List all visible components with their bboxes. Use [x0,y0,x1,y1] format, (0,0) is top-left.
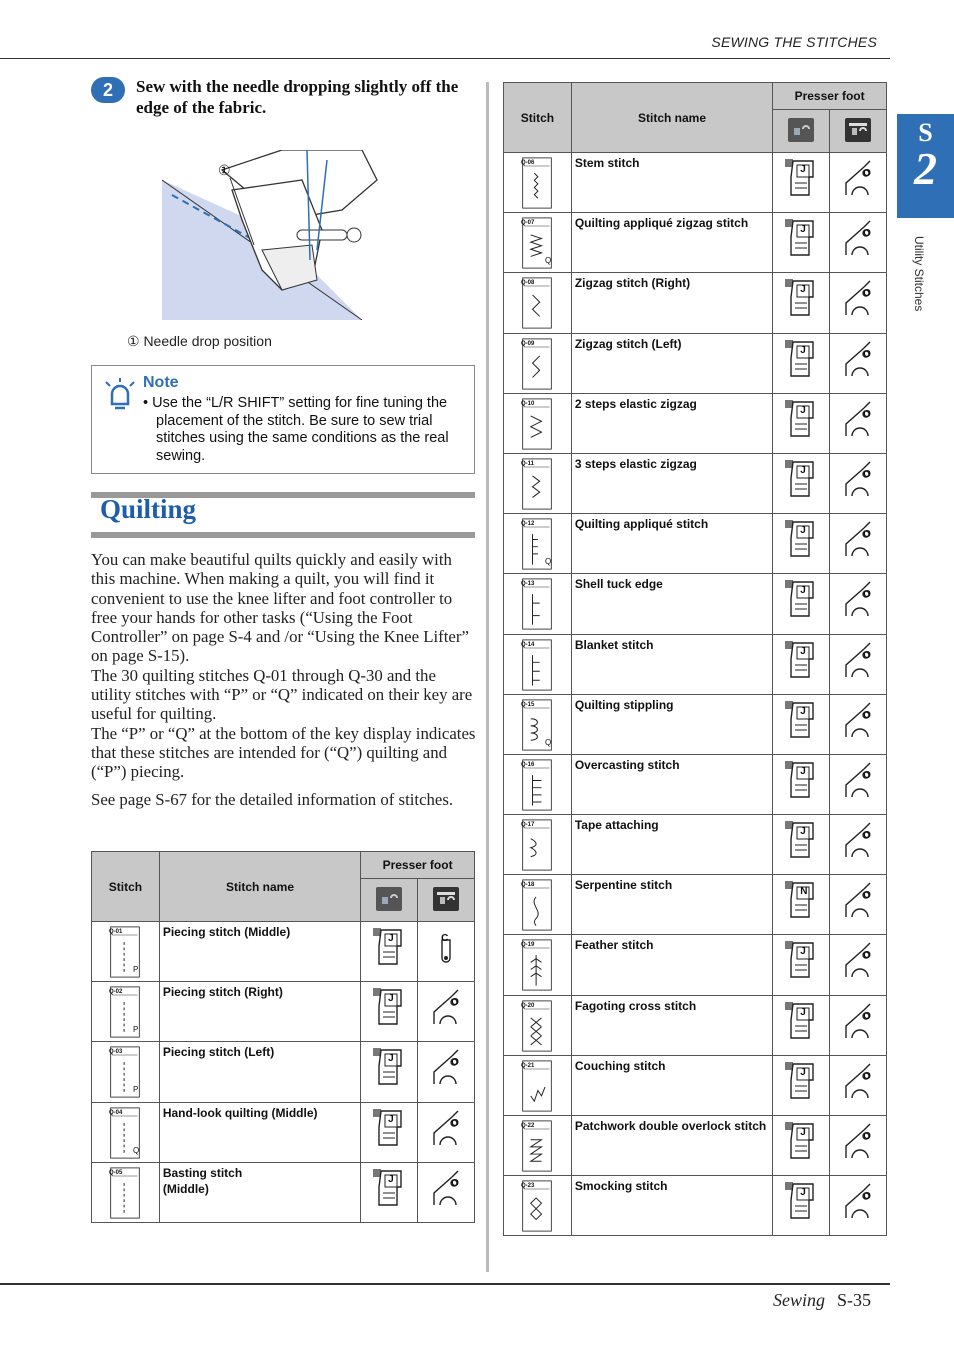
footer-rule [0,1283,890,1285]
col-presser-foot: Presser foot [361,852,475,879]
stitch-suffix: Q [545,256,552,266]
stitch-code: Q-20 [521,1002,535,1009]
stitch-key-cell [504,514,572,574]
presser-foot-1 [773,273,830,333]
foot-1-letter: J [800,1127,806,1138]
section-title: Quilting [100,494,197,524]
presser-foot-1 [773,1176,830,1236]
foot-1-letter: J [800,1187,806,1199]
presser-foot-1 [361,922,418,982]
stitch-name: Zigzag stitch (Right) [571,273,772,333]
presser-foot-1 [773,393,830,453]
foot-1-letter: J [388,933,394,944]
presser-foot-1 [773,574,830,634]
stitch-name: Overcasting stitch [571,754,772,814]
stitch-name: Zigzag stitch (Left) [571,333,772,393]
stitch-key-cell [504,1176,572,1236]
stitch-key-cell [504,634,572,694]
foot-2-letter: O [863,709,871,721]
table-row [92,1042,475,1102]
body-paragraph: See page S-67 for the detailed information of stitches. [91,789,454,809]
stitch-key-cell [92,1102,160,1162]
foot-2-letter: O [863,288,871,300]
chapter-letter: S [918,118,933,147]
presser-foot-2 [418,922,475,982]
foot-2-letter: O [863,348,871,360]
stitch-key-cell [92,922,160,982]
stitch-key-cell [504,1055,572,1115]
figure-marker: ① [218,162,231,178]
stitch-key-cell [504,935,572,995]
presser-foot-2 [418,982,475,1042]
foot-type-icon-1 [773,110,830,153]
body-text [91,550,476,817]
stitch-table-right [503,82,887,1236]
foot-1-letter: J [800,765,806,777]
stitch-code: Q-23 [521,1183,535,1190]
step-text: Sew with the needle dropping slightly off the edge of the fabric. [136,77,459,117]
stitch-key-cell [504,453,572,513]
presser-foot-2 [830,514,887,574]
table-row [504,574,887,634]
foot-2-letter: O [863,1131,871,1142]
stitch-name: Fagoting cross stitch [571,995,772,1055]
stitch-suffix: Q [545,557,552,567]
foot-2-letter: O [863,1070,871,1082]
foot-2-letter: O [863,529,871,541]
foot-1-letter: N [800,886,808,898]
stitch-code: Q-02 [109,989,123,996]
foot-1-letter: J [800,224,806,236]
stitch-code: Q-04 [109,1109,123,1116]
note-item: • Use the “L/R SHIFT” setting for fine tuning the placement of the stitch. Be sure to sew trial stitches using the same conditions as the real sewing. [143,395,468,465]
stitch-suffix: Q [545,737,552,747]
presser-foot-1 [361,1102,418,1162]
col-stitch: Stitch [504,83,572,153]
running-header: SEWING THE STITCHES [711,34,877,50]
foot-2-letter: O [863,408,871,420]
stitch-key-cell [504,273,572,333]
stitch-key-cell [504,875,572,935]
foot-2-letter: O [863,769,871,781]
stitch-key-cell [504,213,572,273]
note-box [91,365,475,474]
page-number: S-35 [837,1290,872,1310]
foot-1-letter: J [800,705,806,717]
stitch-key-cell [504,694,572,754]
table-row [504,514,887,574]
foot-type-icon-1 [361,879,418,922]
col-stitch-name: Stitch name [571,83,772,153]
foot-1-letter: J [800,284,806,296]
presser-foot-1 [773,1055,830,1115]
table-row [504,393,887,453]
stitch-code: Q-10 [521,400,535,407]
stitch-name: Blanket stitch [571,634,772,694]
presser-foot-2 [830,1055,887,1115]
stitch-key-cell [504,393,572,453]
stitch-suffix: Q [133,1145,140,1155]
presser-foot-2 [830,574,887,634]
stitch-code: Q-11 [521,460,535,467]
stitch-key-cell [504,574,572,634]
foot-1-letter: J [800,585,806,597]
foot-1-letter: J [388,993,394,1005]
stitch-name: Feather stitch [571,935,772,995]
stitch-code: Q-06 [521,160,535,166]
stitch-name: Quilting appliqué zigzag stitch [571,213,772,273]
stitch-suffix: P [133,965,139,974]
table-row [504,273,887,333]
stitch-code: Q-19 [521,942,535,949]
presser-foot-1 [773,514,830,574]
table-row [504,1176,887,1236]
stitch-name: 2 steps elastic zigzag [571,393,772,453]
body-paragraph: You can make beautiful quilts quickly and easily with this machine. When making a quilt, you will find it convenient to use the knee lifter and foot controller to free your hands for other tasks (“Using the Foot Controller” on page S-4 and /or “Using the Knee Lifter” on page S-15). The 30 quilting stitches Q-01 through Q-30 and the utility stitches with “P” or “Q” indicated on their key are useful for quilting. The “P” or “Q” at the bottom of the key display indicates that these stitches are intended for (“Q”) quilting and (“P”) piecing. [91,550,476,782]
presser-foot-2 [418,1162,475,1222]
stitch-name: Quilting appliqué stitch [571,514,772,574]
table-row [504,1116,887,1176]
presser-foot-1 [361,982,418,1042]
stitch-code: Q-09 [521,340,535,347]
foot-1-letter: J [800,164,806,175]
stitch-name: Smocking stitch [571,1176,772,1236]
stitch-name: Piecing stitch (Middle) [159,922,360,982]
stitch-code: Q-22 [521,1123,535,1129]
presser-foot-1 [773,694,830,754]
presser-foot-1 [773,935,830,995]
stitch-key-cell [504,153,572,213]
stitch-name: Piecing stitch (Right) [159,982,360,1042]
header-rule [0,58,890,59]
presser-foot-2 [830,875,887,935]
foot-2-letter: O [863,1010,871,1022]
stitch-name: Quilting stippling [571,694,772,754]
foot-1-letter: J [800,1066,806,1078]
foot-2-letter: O [451,997,459,1009]
presser-foot-2 [830,273,887,333]
foot-2-letter: O [863,649,871,661]
foot-2-letter: O [863,950,871,962]
presser-foot-1 [773,213,830,273]
table-row [504,815,887,875]
presser-foot-2 [830,1176,887,1236]
stitch-code: Q-16 [521,761,535,768]
foot-2-letter: O [451,1177,459,1189]
foot-2-letter: O [451,1117,459,1129]
presser-foot-2 [830,393,887,453]
stitch-code: Q-14 [521,641,535,648]
table-row [504,153,887,213]
presser-foot-1 [361,1042,418,1102]
presser-foot-2 [830,754,887,814]
presser-foot-2 [830,815,887,875]
foot-1-letter: J [800,826,806,838]
stitch-name: Hand-look quilting (Middle) [159,1102,360,1162]
stitch-key-cell [504,995,572,1055]
foot-2-letter: O [863,1191,871,1203]
foot-1-letter: J [800,946,806,958]
stitch-name: Piecing stitch (Left) [159,1042,360,1102]
stitch-name: 3 steps elastic zigzag [571,453,772,513]
stitch-suffix: P [133,1025,139,1035]
foot-1-letter: J [800,645,806,657]
table-row [504,875,887,935]
stitch-key-cell [92,1042,160,1102]
stitch-code: Q-08 [521,280,535,287]
stitch-code: Q-01 [109,929,123,935]
presser-foot-2 [830,153,887,213]
col-presser-foot: Presser foot [773,83,887,110]
stitch-code: Q-07 [521,220,535,227]
stitch-name: Patchwork double overlock stitch [571,1116,772,1176]
foot-2-letter: O [863,589,871,601]
foot-1-letter: J [800,1006,806,1018]
stitch-code: Q-17 [521,822,535,829]
stitch-suffix: P [133,1085,139,1095]
stitch-code: Q-13 [521,581,535,588]
foot-type-icon-2 [830,110,887,153]
stitch-key-cell [504,333,572,393]
table-row [504,453,887,513]
note-list [143,395,468,465]
presser-foot-2 [830,694,887,754]
col-stitch-name: Stitch name [159,852,360,922]
figure-caption: ① Needle drop position [127,333,272,349]
note-title: Note [143,374,179,391]
presser-foot-1 [773,453,830,513]
footer [773,1290,871,1311]
side-label: Utility Stitches [912,236,926,312]
table-row [504,995,887,1055]
stitch-name: Tape attaching [571,815,772,875]
presser-foot-2 [830,634,887,694]
foot-1-letter: J [800,464,806,476]
table-row [92,1102,475,1162]
column-divider [486,82,489,1272]
stitch-key-cell [504,815,572,875]
chapter-number: 2 [914,143,937,194]
stitch-name: Couching stitch [571,1055,772,1115]
presser-foot-2 [830,213,887,273]
table-row [92,922,475,982]
foot-type-icon-2 [418,879,475,922]
stitch-key-cell [504,1116,572,1176]
presser-foot-1 [773,634,830,694]
sewing-illustration [162,150,392,320]
foot-2-letter: O [451,1057,459,1069]
presser-foot-2 [830,1116,887,1176]
table-row [92,982,475,1042]
presser-foot-1 [773,1116,830,1176]
stitch-name: Serpentine stitch [571,875,772,935]
presser-foot-1 [773,875,830,935]
foot-1-letter: J [388,1053,394,1065]
stitch-code: Q-18 [521,882,535,889]
presser-foot-1 [773,995,830,1055]
presser-foot-1 [773,153,830,213]
stitch-code: Q-03 [109,1049,123,1056]
foot-1-letter: J [388,1113,394,1125]
presser-foot-1 [773,333,830,393]
stitch-code: Q-05 [109,1169,123,1176]
table-row [504,935,887,995]
table-row [504,754,887,814]
table-row [504,694,887,754]
presser-foot-2 [418,1102,475,1162]
stitch-name: Stem stitch [571,153,772,213]
presser-foot-1 [773,815,830,875]
stitch-key-cell [92,982,160,1042]
foot-2-letter: O [863,168,871,179]
table-row [504,1055,887,1115]
presser-foot-2 [418,1042,475,1102]
table-row [92,1162,475,1222]
stitch-name: Basting stitch (Middle) [159,1162,360,1222]
foot-1-letter: J [800,525,806,537]
presser-foot-1 [773,754,830,814]
foot-2-letter: O [863,468,871,480]
foot-2-letter: O [863,890,871,902]
table-row [504,333,887,393]
chapter-tab[interactable] [897,114,954,218]
table-row [504,213,887,273]
stitch-table-left [91,851,475,1223]
foot-1-letter: J [388,1173,394,1185]
foot-2-letter: C [441,933,449,944]
foot-1-letter: J [800,404,806,416]
step-number: 2 [91,77,125,103]
col-stitch: Stitch [92,852,160,922]
foot-1-letter: J [800,344,806,356]
footer-section: Sewing [773,1290,825,1310]
presser-foot-1 [361,1162,418,1222]
stitch-name: Shell tuck edge [571,574,772,634]
stitch-key-cell [504,754,572,814]
foot-2-letter: O [863,228,871,240]
presser-foot-2 [830,995,887,1055]
stitch-code: Q-15 [521,701,535,708]
stitch-code: Q-12 [521,521,535,528]
presser-foot-2 [830,453,887,513]
section-rule-bottom [91,532,475,538]
presser-foot-2 [830,333,887,393]
foot-2-letter: O [863,830,871,842]
note-icon [104,378,136,414]
presser-foot-2 [830,935,887,995]
stitch-key-cell [92,1162,160,1222]
stitch-code: Q-21 [521,1062,535,1069]
table-row [504,634,887,694]
